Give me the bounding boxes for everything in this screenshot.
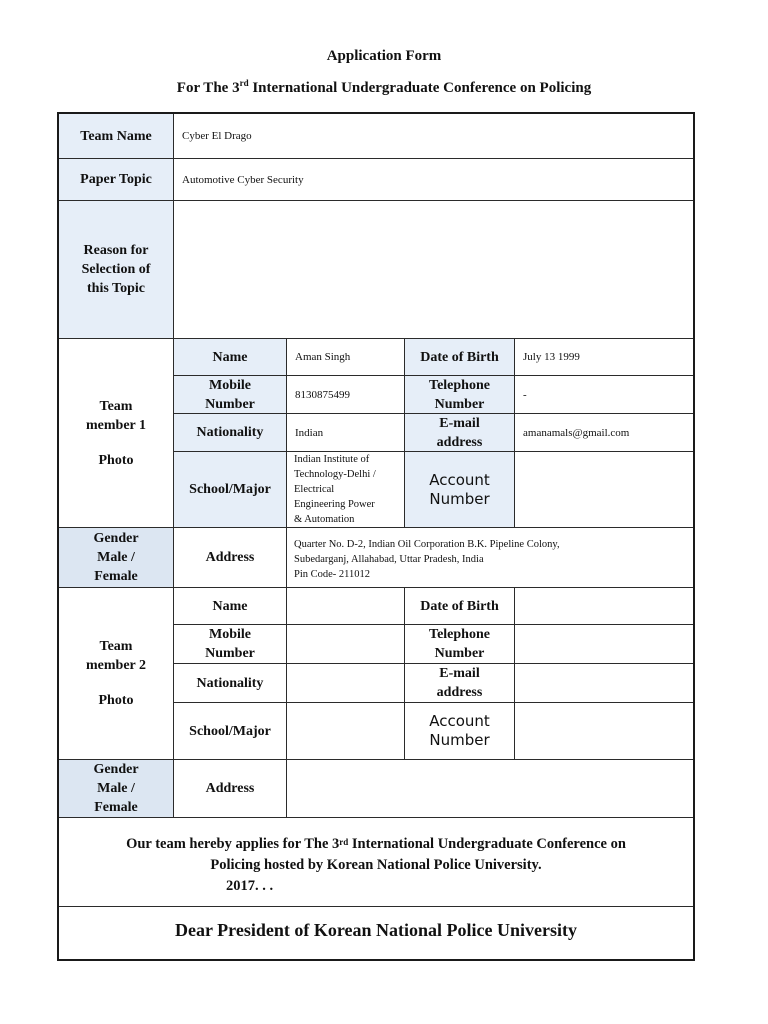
member1-address-label: Address <box>173 527 287 588</box>
team-name-field[interactable]: Cyber El Drago <box>173 113 694 159</box>
member2-mobile-label: Mobile Number <box>173 624 287 664</box>
member1-telephone-field[interactable]: - <box>514 375 694 414</box>
member1-name-field[interactable]: Aman Singh <box>286 338 405 376</box>
photo-label: Photo <box>98 452 134 468</box>
member2-telephone-label: Telephone Number <box>404 624 515 664</box>
member1-nationality-label: Nationality <box>173 413 287 452</box>
member1-mobile-label: Mobile Number <box>173 375 287 414</box>
member1-school-label: School/Major <box>173 451 287 528</box>
member1-nationality-field[interactable]: Indian <box>286 413 405 452</box>
member1-dob-label: Date of Birth <box>404 338 515 376</box>
reason-label: Reason for Selection of this Topic <box>58 200 174 339</box>
member2-dob-label: Date of Birth <box>404 587 515 625</box>
member2-email-label: E-mail address <box>404 663 515 703</box>
member2-school-label: School/Major <box>173 702 287 760</box>
member1-gender-label[interactable]: Gender Male / Female <box>58 527 174 588</box>
team-name-label: Team Name <box>58 113 174 159</box>
member2-photo-box[interactable]: Team member 2 Photo <box>58 587 174 760</box>
photo-label: Photo <box>98 693 134 708</box>
member1-school-field[interactable]: Indian Institute of Technology-Delhi / Electrical Engineering Power & Automation <box>286 451 405 528</box>
form-title: Application Form <box>326 48 442 64</box>
subtitle-sup: rd <box>239 78 249 88</box>
dear-president-text: Dear President of Korean National Police University <box>175 920 577 940</box>
member1-dob-field[interactable]: July 13 1999 <box>514 338 694 376</box>
declaration-text: Our team hereby applies for The 3rd International Undergraduate Conference on Policing hosted by Korean National Police University. 2017. . . <box>58 834 694 897</box>
member2-gender-label[interactable]: Gender Male / Female <box>58 759 174 818</box>
subtitle-post: International Undergraduate Conference on Policing <box>248 80 592 96</box>
member2-address-label: Address <box>173 759 287 818</box>
member1-email-field[interactable]: amanamals@gmail.com <box>514 413 694 452</box>
member2-account-label: Account Number <box>404 702 515 760</box>
subtitle-pre: For The 3 <box>176 80 240 96</box>
member1-account-label: Account Number <box>404 451 515 528</box>
member1-email-label: E-mail address <box>404 413 515 452</box>
member1-telephone-label: Telephone Number <box>404 375 515 414</box>
member1-photo-box[interactable]: Team member 1 Photo <box>58 338 174 528</box>
member1-name-label: Name <box>173 338 287 376</box>
member2-nationality-label: Nationality <box>173 663 287 703</box>
member2-name-label: Name <box>173 587 287 625</box>
member1-mobile-field[interactable]: 8130875499 <box>286 375 405 414</box>
member1-address-field[interactable]: Quarter No. D-2, Indian Oil Corporation B.K. Pipeline Colony, Subedarganj, Allahabad, Uttar Pradesh, India Pin Code- 211012 <box>286 527 694 588</box>
declaration-date[interactable]: 2017. . . <box>226 878 274 894</box>
paper-topic-label: Paper Topic <box>58 158 174 201</box>
paper-topic-field[interactable]: Automotive Cyber Security <box>173 158 694 201</box>
